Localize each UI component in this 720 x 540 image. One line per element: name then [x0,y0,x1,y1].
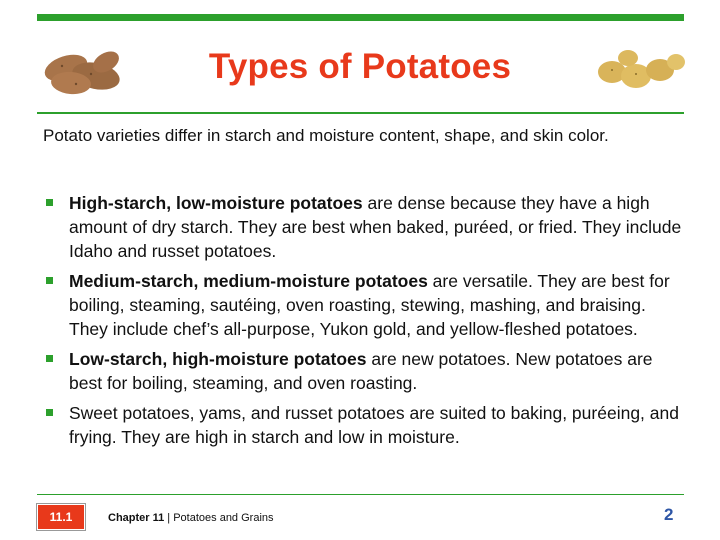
bullet-medium-starch [46,269,686,341]
chapter-title: | Potatoes and Grains [164,512,274,524]
bullet-low-starch [46,347,686,395]
footer-divider [37,494,684,495]
bullet-text: Sweet potatoes, yams, and russet potatoes are suited to baking, puréeing, and frying. They are high in starch and low in moisture. [69,403,679,447]
chapter-number: Chapter 11 [108,512,165,524]
section-badge: 11.1 [37,504,85,530]
bullet-list [46,191,686,455]
bullet-bold-text: Low-starch, high-moisture potatoes [69,349,367,369]
intro-paragraph: Potato varieties differ in starch and moisture content, shape, and skin color. [43,126,609,145]
bullet-sweet-potatoes [46,401,686,449]
yellow-potatoes-image [594,46,686,92]
top-accent-bar [37,14,684,21]
bullet-square-icon [46,409,53,416]
bullet-square-icon [46,277,53,284]
title-divider [37,112,684,114]
page-number: 2 [664,505,674,524]
bullet-bold-text: High-starch, low-moisture potatoes [69,193,363,213]
bullet-square-icon [46,355,53,362]
bullet-text: are versatile. They are best for boiling, steaming, sautéing, oven roasting, stewing, mashing, and braising. They include chef’s all-purpose, Yukon gold, and yellow-fleshed potatoes. [69,271,670,339]
bullet-text: are dense because they have a high amount of dry starch. They are best when baked, puréed, or fried. They include Idaho and russet potatoes. [69,193,682,261]
bullet-square-icon [46,199,53,206]
slide-title: Types of Potatoes [208,47,512,86]
bullet-text: are new potatoes. New potatoes are best for boiling, steaming, and oven roasting. [69,349,653,393]
bullet-bold-text: Medium-starch, medium-moisture potatoes [69,271,428,291]
bullet-high-starch [46,191,686,263]
chapter-footer [108,512,274,524]
